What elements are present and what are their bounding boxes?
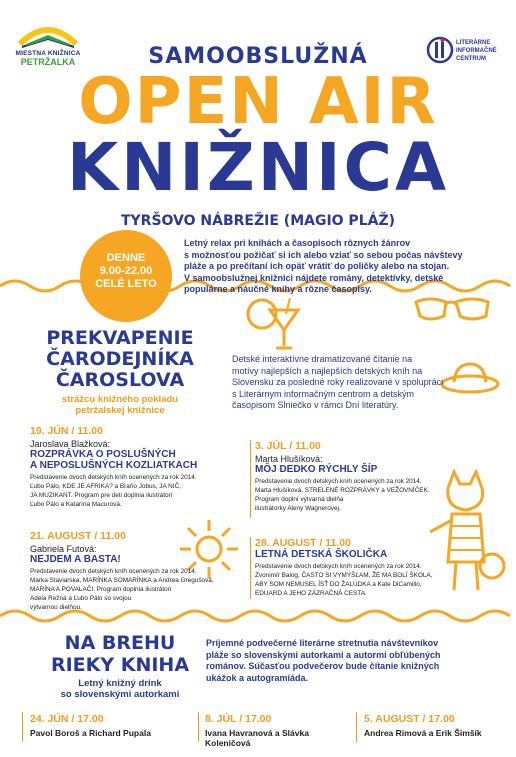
breh-desc-line: Príjemné podvečerné literárne stretnutia návštevníkov	[206, 638, 439, 648]
pre-title: SAMOOBSLUŽNÁ	[148, 44, 368, 69]
kids-line: Detské interaktívne dramatizované čítanie na	[232, 354, 413, 364]
subheading-line: so slovenskými autorkami	[60, 689, 180, 700]
event-description	[30, 473, 230, 509]
event-desc-line: Ľubo Pálo, KDE JE AFRIKA? a Braňo Jobus, JA NIČ,	[30, 483, 181, 490]
meeting-divider	[356, 712, 357, 742]
library-logo-line2: PETRŽALKA	[20, 57, 76, 67]
meeting-item	[205, 713, 355, 748]
title-kniznica: KNIŽNICA	[66, 129, 450, 206]
event-card	[30, 530, 230, 612]
event-desc-line: Predstavenie dvoch detských kníh ocenených za rok 2014.	[255, 478, 422, 485]
event-title: A NEPOSLUŠNÝCH KOZLIATKACH	[30, 460, 198, 471]
kids-line: časopisom Slniečko v rámci Dní literatúry.	[232, 400, 399, 410]
section-heading-prekvapenie	[30, 328, 210, 391]
meeting-date: 5. AUGUST / 17.00	[364, 713, 455, 725]
meeting-authors: Ivana Havranová a Slávka Koleničová	[205, 728, 309, 748]
breh-desc-line: ukážok a autogramiáda.	[206, 672, 309, 683]
subheading-line: petržalskej knižnice	[75, 405, 165, 416]
kids-line: s Literárnym informačným centrom a detským	[232, 388, 415, 399]
subheading-line: strážcu knižného pokladu	[61, 394, 179, 405]
kids-reading-description	[232, 354, 504, 412]
event-desc-line: Predstavenie dvoch detských kníh ocenených za rok 2014.	[30, 568, 197, 575]
meeting-item	[30, 713, 190, 738]
event-desc-line: Marka Staviarska, MARÍNKA SOMARÍNKA a Andrea Gregušová,	[30, 577, 214, 584]
heading-line: RIEKY KNIHA	[50, 654, 190, 676]
event-desc-line: Ľubo Pálo a Katarína Macurová.	[30, 501, 122, 508]
meeting-divider	[22, 712, 23, 742]
meeting-date: 24. JÚN / 17.00	[30, 713, 104, 725]
section-heading-na-brehu	[20, 632, 220, 676]
library-logo-line1: MIESTNA KNIŽNICA	[15, 50, 81, 57]
subheading-line: Letný knižný drink	[78, 678, 162, 689]
event-author: Gabriela Futová:	[30, 544, 97, 554]
heading-line: ČARODEJNÍKA	[46, 348, 194, 370]
event-desc-line: EDUARD A JEHO ZÁZRAČNÁ CESTA.	[255, 590, 367, 597]
heading-line: PREKVAPENIE	[46, 327, 194, 349]
event-author: Marta Hlušíková:	[255, 454, 323, 464]
event-title: NEJDEM A BASTA!	[30, 554, 121, 565]
badge-line2: 9.00-22.00	[99, 265, 153, 277]
event-desc-line: MARÍNA A POVALAČI. Program doplnia ilustrátori	[30, 586, 172, 593]
event-desc-line: Adela Režná a Ľubo Pálo so svojou	[30, 595, 132, 602]
intro-text	[184, 238, 494, 296]
section-subheading-prekvapenie	[30, 394, 210, 416]
event-title: LETNÁ DETSKÁ ŠKOLIČKA	[255, 549, 388, 560]
lic-logo-line2: INFORMAČNÉ	[456, 48, 497, 54]
meeting-authors: Andrea Rimová a Erik Šimšík	[364, 728, 482, 738]
event-desc-line: Predstavenie dvoch detských kníh ocenených za rok 2014.	[30, 474, 197, 481]
kids-line: Slovensku za posledné roky realizované v spolupráci	[232, 377, 444, 387]
event-date: 28. AUGUST / 11.00	[255, 537, 351, 549]
badge-line1: DENNE	[106, 252, 146, 264]
na-brehu-description	[206, 638, 476, 684]
badge-line3: CELÉ LETO	[95, 278, 157, 290]
sunglasses-icon	[410, 290, 500, 330]
event-desc-line: JA MUZIKANT. Program pre deti doplnia ilustrátori	[30, 492, 173, 499]
event-description	[255, 477, 455, 513]
event-desc-line: Program doplní výtvarná dielňa	[255, 496, 344, 503]
opening-hours-badge	[80, 230, 172, 322]
event-desc-line: ilustrátorky Aleny Wagnerovej.	[255, 505, 341, 512]
meeting-divider	[198, 712, 199, 742]
event-card	[255, 440, 455, 513]
event-date: 21. AUGUST / 11.00	[30, 530, 126, 542]
lic-logo-line1: LITERÁRNE	[456, 40, 491, 46]
intro-line: V samoobslužnej knižnici nájdete romány, detektívky, detské	[184, 272, 444, 283]
meeting-authors: Pavol Boroš a Richard Pupala	[30, 728, 151, 738]
event-divider	[250, 440, 251, 518]
event-card	[30, 425, 230, 509]
event-title: MÔJ DEDKO RÝCHLY ŠÍP	[255, 464, 378, 475]
event-description	[30, 567, 230, 612]
heading-line: NA BREHU	[64, 632, 176, 654]
kids-line: motívy najlepších a najlepších detských kníh na	[232, 365, 423, 376]
event-description	[255, 562, 455, 598]
meeting-date: 8. JÚL / 17.00	[205, 713, 272, 725]
breh-desc-line: pláže so slovenskými autorkami a autormi obľúbených	[206, 649, 441, 660]
event-desc-line: Marta Hlušíková, STRELENÉ ROZPRÁVKY a VEŽOVNÍČEK.	[255, 487, 430, 494]
location-heading: TYRŠOVO NÁBREŽIE (MAGIO PLÁŽ)	[120, 213, 395, 229]
intro-line: s možnosťou požičať si ich alebo vziať so sebou počas návštevy	[184, 249, 463, 260]
event-desc-line: Zvonimír Balog, ČASTO SI VYMÝŠĽAM, ŽE MA BOLÍ ŠKOLA,	[255, 572, 433, 579]
meeting-item	[364, 713, 514, 738]
section-subheading-na-brehu	[20, 678, 220, 700]
event-author: Jaroslava Blažková:	[30, 439, 111, 449]
event-card	[255, 537, 455, 598]
event-date: 3. JÚL / 11.00	[255, 440, 321, 452]
intro-line: Letný relax pri knihách a časopisoch rôznych žánrov	[184, 238, 411, 248]
event-desc-line: ABY SOM NEMUSEL ÍSŤ DO ŽALÚDKA a Kate DiCamillo,	[255, 581, 422, 588]
breh-desc-line: románov. Súčasťou podvečerov bude čítanie knižných	[206, 661, 440, 671]
cocktail-icon	[240, 296, 310, 356]
intro-line: pláže a po prečítaní ich opäť vrátiť do poličky alebo na stojan.	[184, 261, 450, 271]
event-divider	[250, 537, 251, 599]
event-desc-line: výtvarnou dielňou.	[30, 604, 82, 611]
intro-line: populárne a náučné knihy a rôzne časopisy.	[184, 284, 372, 294]
event-desc-line: Predstavenie dvoch detských kníh ocenených za rok 2014.	[255, 563, 422, 570]
lic-logo-line3: CENTRUM	[456, 56, 486, 62]
event-title: ROZPRÁVKA O POSLUŠNÝCH	[30, 449, 176, 460]
heading-line: ČAROSLOVA	[55, 369, 185, 391]
event-date: 19. JÚN / 11.00	[30, 425, 103, 437]
title-open-air: OPEN AIR	[78, 65, 438, 139]
